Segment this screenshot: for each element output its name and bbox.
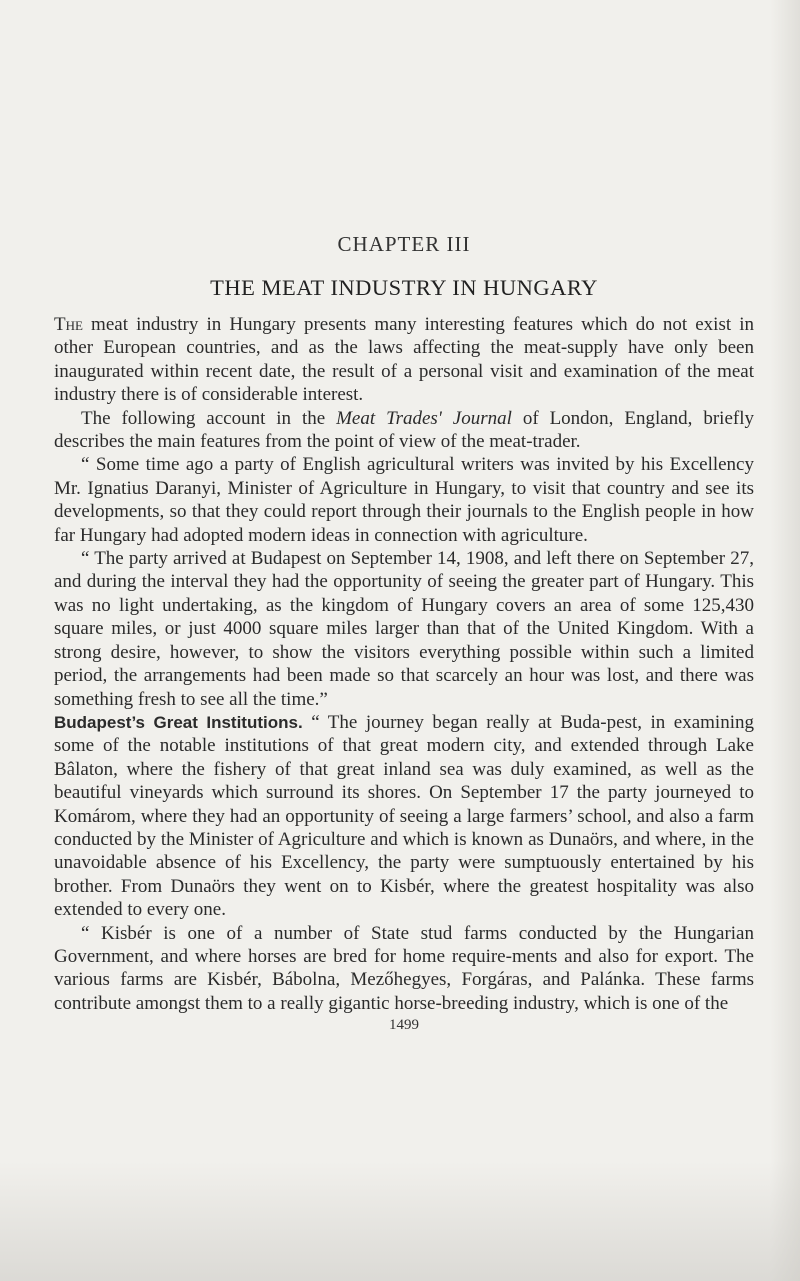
paragraph-4: “ The party arrived at Budapest on September 14, 1908, and left there on September 27, and during the interval they had the opportunity of seeing the greater part of Hungary. This was no light undertaking, as the kingdom of Hungary covers an area of some 125,430 square miles, or just 4000 square miles larger than that of the United Kingdom. With a strong desire, however, to show the visitors everything possible within such a limited period, the arrangements had been made so that scarcely an hour was lost, and there was something fresh to see all the time.” bbox=[54, 548, 754, 710]
paragraph-3: “ Some time ago a party of English agricultural writers was invited by his Excellency Mr. Ignatius Daranyi, Minister of Agriculture in Hungary, to visit that country and see its developments, so that they could report through their journals to the English people in how far Hungary had adopted modern ideas in connection with agriculture. bbox=[54, 454, 754, 546]
paragraph-1 bbox=[54, 313, 754, 407]
chapter-label: CHAPTER III bbox=[337, 232, 471, 256]
paragraph-2-text-before: The following account in the bbox=[81, 407, 337, 429]
paragraph-6: “ Kisbér is one of a number of State stud farms conducted by the Hungarian Government, and where horses are bred for home require-ments and also for export. The various farms are Kisbér, Bábolna, Mezőhegyes, Forgáras, and Palánka. These farms contribute amongst them to a really gigantic horse-breeding industry, which is one of the bbox=[54, 922, 754, 1014]
paragraph-1-text: meat industry in Hungary presents many interesting features which do not exist in other European countries, and as the laws affecting the meat-supply have only been inaugurated within recent date, the result of a personal visit and examination of the meat industry there is of considerable interest. bbox=[54, 314, 754, 406]
journal-title: Meat Trades' Journal bbox=[336, 407, 512, 429]
paragraph-5 bbox=[54, 711, 754, 922]
section-heading: Budapest’s Great Institutions. bbox=[54, 712, 303, 732]
page-edge-shadow-right bbox=[770, 0, 800, 1281]
page-number: 1499 bbox=[389, 1017, 419, 1034]
paragraph-2-text-after: of London, England, briefly describes the main features from the point of view of the meat-trader. bbox=[54, 407, 754, 453]
chapter-title: THE MEAT INDUSTRY IN HUNGARY bbox=[210, 275, 598, 300]
paragraph-2 bbox=[54, 407, 754, 454]
paragraph-5-text: “ The journey began really at Buda-pest, in examining some of the notable institutions of that great modern city, and extended through Lake Bâlaton, where the fishery of that great inland sea was duly examined, as well as the beautiful vineyards which surround its shores. On September 17 the party journeyed to Komárom, where they had an opportunity of seeing a large farmers’ school, and also a farm conducted by the Minister of Agriculture and which is known as Dunaörs, and where, in the unavoidable absence of his Excellency, the party were sumptuously entertained by his brother. From Dunaörs they went on to Kisbér, where the greatest hospitality was also extended to every one. bbox=[54, 711, 754, 921]
page-edge-shadow-bottom bbox=[0, 1161, 800, 1281]
page-text-block bbox=[54, 232, 754, 1035]
opening-word: The bbox=[54, 314, 83, 335]
